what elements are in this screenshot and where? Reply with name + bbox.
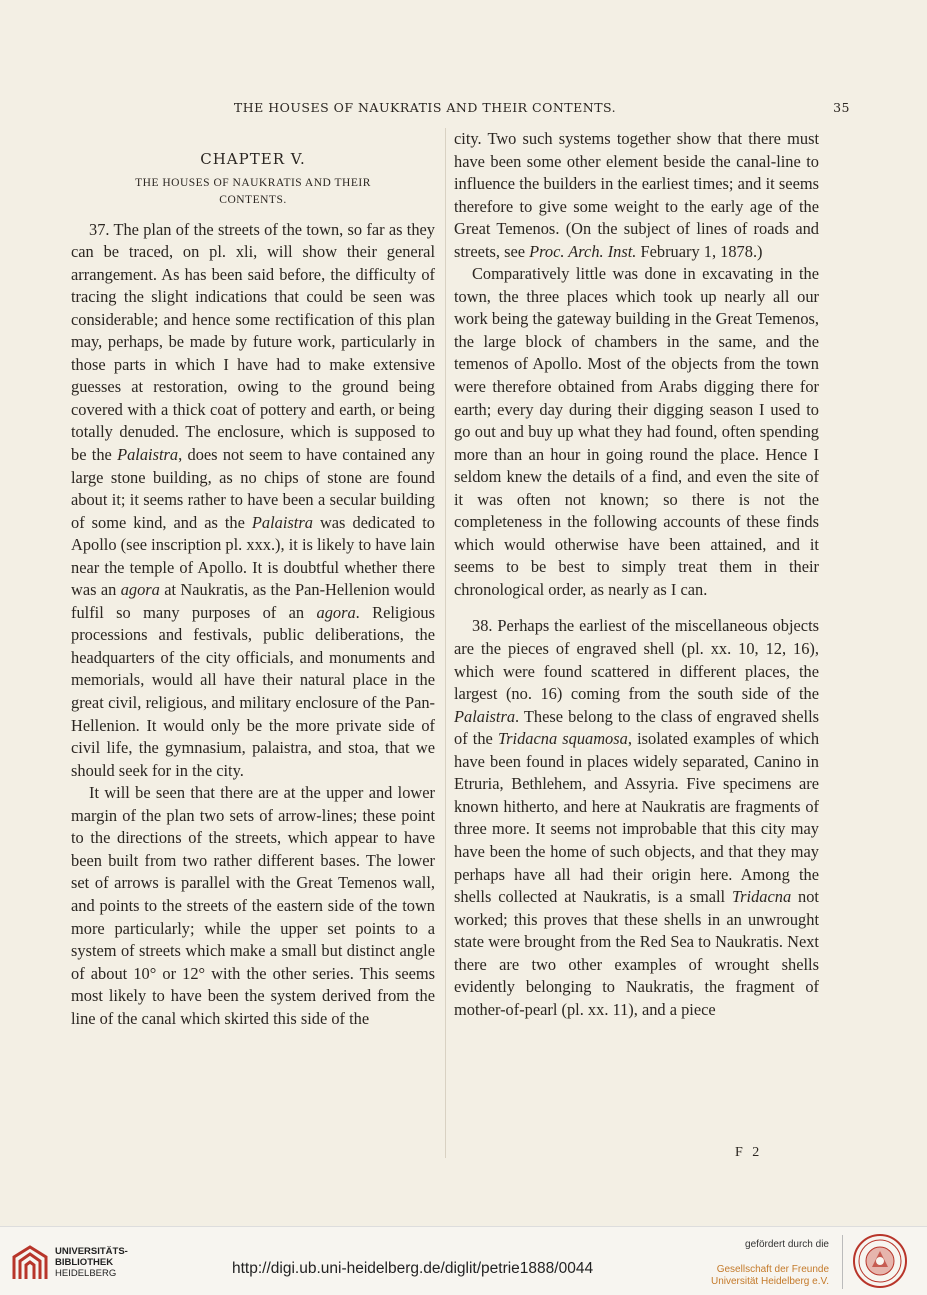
chapter-heading: CHAPTER V.	[200, 150, 306, 168]
paragraph-arrow-lines: It will be seen that there are at the upper and lower margin of the plan two sets of arrow-lines; these point to the directions of the streets, which appear to have been built from two rather different bases. The lower set of arrows is parallel with the Great Temenos wall, and points to the streets of the eastern side of the town more particularly; while the upper set points to a system of streets which make a small but distinct angle of about 10° or 12° with the other series. This seems most likely to have been the system derived from the line of the canal which skirted this side of the	[71, 783, 435, 1028]
sponsor-org-line1[interactable]: Gesellschaft der Freunde	[716, 1264, 829, 1275]
sponsor-block	[711, 1239, 829, 1288]
paragraph-excavation: Comparatively little was done in excavating in the town, the three places which took up nearly all our work being the gateway building in the Great Temenos, the large block of chambers in the same, and the temenos of Apollo. Most of the objects from the town were therefore obtained from Arabs digging there for earth; every day during their digging season I used to go out and buy up what they had found, often spending more than an hour in going round the place. Hence I seldom knew the details of a find, and even the site of it was often not known; so there is not the completeness in the following accounts of these finds which would otherwise have been attained, and it seems to be best to simply treat them in their chronological order, as nearly as I can.	[454, 264, 819, 599]
paragraph-continued: city. Two such systems together show that there must have been some other element beside the canal-line to influence the builders in the earliest times; and it seems therefore to give some weight to the early age of the Great Temenos. (On the subject of lines of roads and streets, see Proc. Arch. Inst. February 1, 1878.)	[454, 129, 819, 261]
paragraph-38: 38. Perhaps the earliest of the miscellaneous objects are the pieces of engraved shell (pl. xx. 10, 12, 16), which were found scattered in different places, the largest (no. 16) coming from the south side of the Palaistra. These belong to the class of engraved shells of the Tridacna squamosa, isolated examples of which have been found in places widely separated, Canino in Etruria, Bethlehem, and Assyria. Five specimens are known hitherto, and here at Naukratis are fragments of three more. It seems not improbable that this city may have been the home of such objects, and that they may perhaps have all had their origin here. Among the shells collected at Naukratis, is a small Tridacna not worked; this proves that these shells in an unwrought state were brought from the Red Sea to Naukratis. Next there are two other examples of wrought shells evidently belonging to Naukratis, the fragment of mother-of-pearl (pl. xx. 11), and a piece	[454, 616, 820, 1019]
sponsor-lead: gefördert durch die	[745, 1239, 829, 1250]
viewer-footer	[0, 1226, 927, 1295]
paragraph-37: 37. The plan of the streets of the town, so far as they can be traced, on pl. xli, will show their general arrangement. As has been said before, the difficulty of tracing the slight indications that could be seen was considerable; and hence some rectification of this plan may, perhaps, be made by future work, particularly in those parts in which I have had to make extensive guesses at restoration, owing to the ground being covered with a thick coat of pottery and earth, or being totally denuded. The enclosure, which is supposed to be the Palaistra, does not seem to have contained any large stone building, as no chips of stone are found about it; it seems rather to have been a secular building of some kind, and as the Palaistra was dedicated to Apollo (see inscription pl. xxx.), it is likely to have lain near the temple of Apollo. It is doubtful whether there was an agora at Naukratis, as the Pan-Hellenion would fulfil so many purposes of an agora. Religious processions and festivals, public deliberations, the headquarters of the city officials, and monuments and memorials, would all have their natural place in the great civil, religious, and military enclosure of the Pan-Hellenion. It would only be the more private side of civil life, the gymnasium, palaistra, and stoa, that we should seek for in the city.	[71, 219, 436, 780]
permalink-url[interactable]: http://digi.ub.uni-heidelberg.de/diglit/petrie1888/0044	[232, 1260, 594, 1277]
chapter-subtitle-line1: THE HOUSES OF NAUKRATIS AND THEIR	[135, 176, 371, 189]
sponsor-org-line2[interactable]: Universität Heidelberg e.V.	[710, 1276, 829, 1287]
signature-mark: F 2	[735, 1145, 763, 1160]
column-gutter	[445, 128, 446, 1158]
chapter-subtitle	[71, 175, 435, 209]
chapter-subtitle-line2: CONTENTS.	[219, 193, 287, 206]
left-column	[71, 128, 435, 1030]
library-name: UNIVERSITÄTS- BIBLIOTHEK HEIDELBERG	[55, 1246, 128, 1279]
right-column	[454, 128, 819, 1021]
page-number: 35	[833, 100, 850, 115]
university-seal-icon[interactable]	[852, 1233, 908, 1289]
library-logo-icon[interactable]	[10, 1243, 50, 1283]
running-title: THE HOUSES OF NAUKRATIS AND THEIR CONTENTS.	[233, 100, 617, 115]
footer-divider	[842, 1235, 843, 1289]
